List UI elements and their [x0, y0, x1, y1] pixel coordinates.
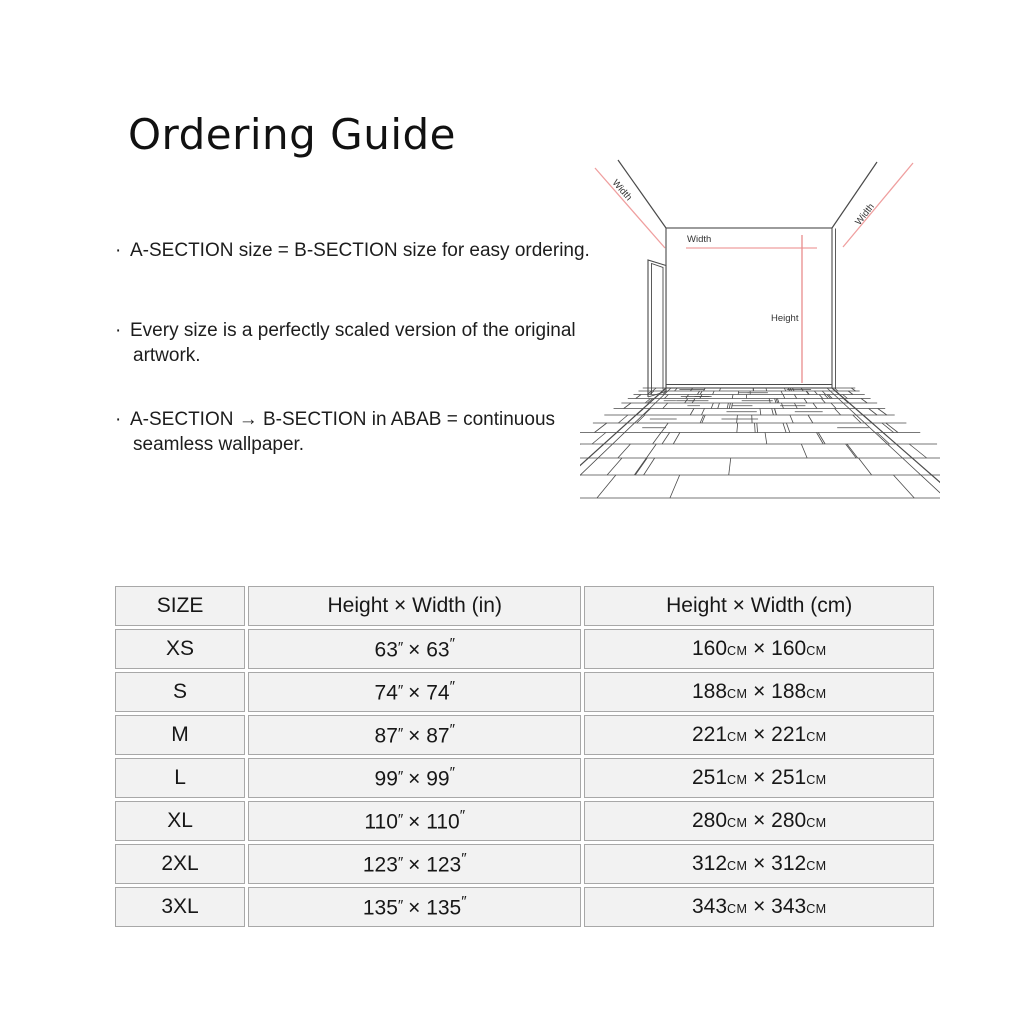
size-cell: XL [115, 801, 245, 841]
size-cell: XS [115, 629, 245, 669]
table-row [115, 801, 934, 841]
width-label-right: Width [853, 201, 877, 228]
bullet-text: Every size is a perfectly scaled version of the original artwork. [130, 320, 576, 366]
cm-cell: 312CM × 312CM [584, 844, 934, 884]
bullet-item-scaled [115, 318, 620, 368]
inches-cell: 87″ × 87″ [248, 715, 581, 755]
size-cell: S [115, 672, 245, 712]
dimension-line-width-right [843, 163, 913, 247]
table-row [115, 672, 934, 712]
size-table-header [115, 586, 934, 626]
back-wall [666, 228, 832, 388]
cm-cell: 188CM × 188CM [584, 672, 934, 712]
inches-cell: 63″ × 63″ [248, 629, 581, 669]
table-row [115, 758, 934, 798]
table-row [115, 844, 934, 884]
room-diagram [580, 130, 940, 500]
bullet-marker: · [115, 320, 122, 341]
bullet-marker: · [115, 240, 122, 261]
inches-cell: 123″ × 123″ [248, 844, 581, 884]
table-row [115, 887, 934, 927]
size-table-body [115, 629, 934, 927]
bullet-item-seamless [115, 407, 620, 457]
cm-cell: 280CM × 280CM [584, 801, 934, 841]
inches-cell: 99″ × 99″ [248, 758, 581, 798]
dimension-line-width-left [595, 168, 665, 248]
size-cell: M [115, 715, 245, 755]
table-row [115, 715, 934, 755]
room-diagram-svg [580, 130, 940, 500]
size-cell: 2XL [115, 844, 245, 884]
header-size: SIZE [115, 586, 245, 626]
table-header-row [115, 586, 934, 626]
inches-cell: 135″ × 135″ [248, 887, 581, 927]
bullet-text: A-SECTION size = B-SECTION size for easy ordering. [130, 240, 590, 261]
table-row [115, 629, 934, 669]
size-table [112, 583, 937, 930]
bullet-item-ordering [115, 238, 620, 263]
header-cm: Height × Width (cm) [584, 586, 934, 626]
cm-cell: 343CM × 343CM [584, 887, 934, 927]
cm-cell: 160CM × 160CM [584, 629, 934, 669]
inches-cell: 74″ × 74″ [248, 672, 581, 712]
cm-cell: 221CM × 221CM [584, 715, 934, 755]
bullet-text: A-SECTION → B-SECTION in ABAB = continuous seamless wallpaper. [130, 409, 556, 455]
size-cell: 3XL [115, 887, 245, 927]
page-title: Ordering Guide [128, 110, 456, 159]
header-inches: Height × Width (in) [248, 586, 581, 626]
size-cell: L [115, 758, 245, 798]
width-label-left: Width [609, 177, 635, 204]
bullet-marker: · [115, 409, 122, 430]
inches-cell: 110″ × 110″ [248, 801, 581, 841]
floor-planks [580, 388, 940, 498]
cm-cell: 251CM × 251CM [584, 758, 934, 798]
height-label-wall: Height [771, 313, 799, 324]
width-label-wall: Width [687, 234, 712, 245]
